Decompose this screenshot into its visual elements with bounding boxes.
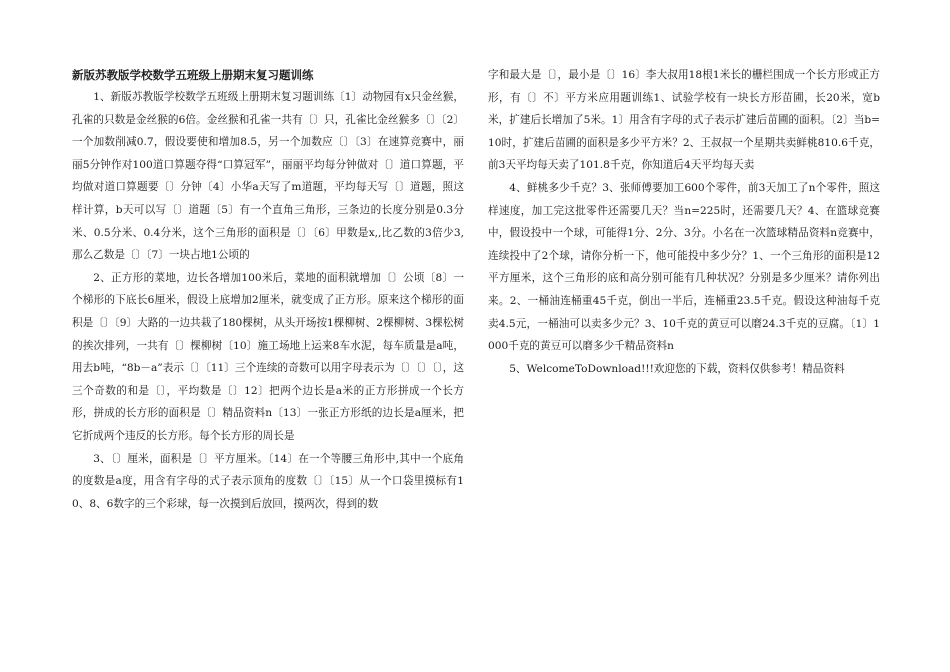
paragraph-1: 1、新版苏教版学校数学五班级上册期末复习题训练〔1〕动物园有x只金丝猴，孔雀的只数是金丝猴的6倍。金丝猴和孔雀一共有〔〕只，孔雀比金丝猴多〔〕〔2〕一个加数削减0.7，假设要使和增加8.5，另一个加数应〔〕〔3〕在速算竞赛中，丽丽5分钟作对100道口算题夺得“口算冠军”，丽丽平均每分钟做对〔〕道口算题，平均做对道口算题要〔〕分钟〔4〕小华a天写了m道题，平均每天写〔〕道题，照这样计算，b天可以写〔〕道题〔5〕有一个直角三角形，三条边的长度分别是0.3分米、0.5分米、0.4分米，这个三角形的面积是〔〕〔6〕甲数是x,,比乙数的3倍少3,那么乙数是〔〕〔7〕一块占地1公顷的	[72, 91, 464, 262]
document-title: 新版苏教版学校数学五班级上册期末复习题训练	[72, 68, 314, 82]
left-column	[72, 64, 464, 515]
paragraph-3: 3、〔〕厘米，面积是〔〕平方厘米。〔14〕在一个等腰三角形中,其中一个底角的度数是a度，用含有字母的式子表示顶角的度数〔〕〔15〕从一个口袋里摸标有10、8、6数字的三个彩球，每一次摸到后放回，摸两次，得到的数	[72, 452, 464, 510]
paragraph-5: 5、WelcomeToDownload!!!欢迎您的下载，资料仅供参考！精品资料	[509, 362, 845, 375]
paragraph-2: 2、正方形的菜地，边长各增加100米后，菜地的面积就增加〔〕公顷〔8〕一个梯形的下底长6厘米，假设上底增加2厘米，就变成了正方形。原来这个梯形的面积是〔〕〔9〕大路的一边共栽了180棵树，从头开场按1棵柳树、2棵柳树、3棵松树的挨次排列，一共有〔〕棵柳树〔10〕施工场地上运来8车水泥，每车质量是a吨，用去b吨，“8b－a”表示〔〕〔11〕三个连续的奇数可以用字母表示为〔〕〔〕〔〕，这三个奇数的和是〔〕，平均数是〔〕12〕把两个边长是a米的正方形拼成一个长方形，拼成的长方形的面积是〔〕精品资料n〔13〕一张正方形纸的边长是a厘米，把它折成两个违反的长方形。每个长方形的周长是	[72, 271, 464, 442]
paragraph-4: 4、鲜桃多少千克？3、张师傅要加工600个零件，前3天加工了n个零件，照这样速度，加工完这批零件还需要几天？当n=225时，还需要几天？4、在篮球竞赛中，假设投中一个球，可能得1分、2分、3分。小名在一次篮球精品资料n竞赛中，连续投中了2个球，请你分析一下，他可能投中多少分？1、一个三角形的面积是12平方厘米，这个三角形的底和高分别可能有几种状况？分别是多少厘米？请你列出来。2、一桶油连桶重45千克，倒出一半后，连桶重23.5千克。假设这种油每千克卖4.5元，一桶油可以卖多少元？3、10千克的黄豆可以磨24.3千克的豆腐。〔1〕1000千克的黄豆可以磨多少千精品资料n	[488, 181, 880, 353]
paragraph-3-continued: 字和最大是〔〕，最小是〔〕16〕李大叔用18根1米长的栅栏围成一个长方形或正方形，有〔〕不〕平方米应用题训练1、试验学校有一块长方形苗圃，长20米，宽b米，扩建后长增加了5米。1〕用含有字母的式子表示扩建后苗圃的面积。〔2〕当b=10时，扩建后苗圃的面积是多少平方米？2、王叔叔一个星期共卖鲜桃810.6千克，前3天平均每天卖了101.8千克，你知道后4天平均每天卖	[488, 69, 880, 172]
right-column	[488, 64, 880, 380]
